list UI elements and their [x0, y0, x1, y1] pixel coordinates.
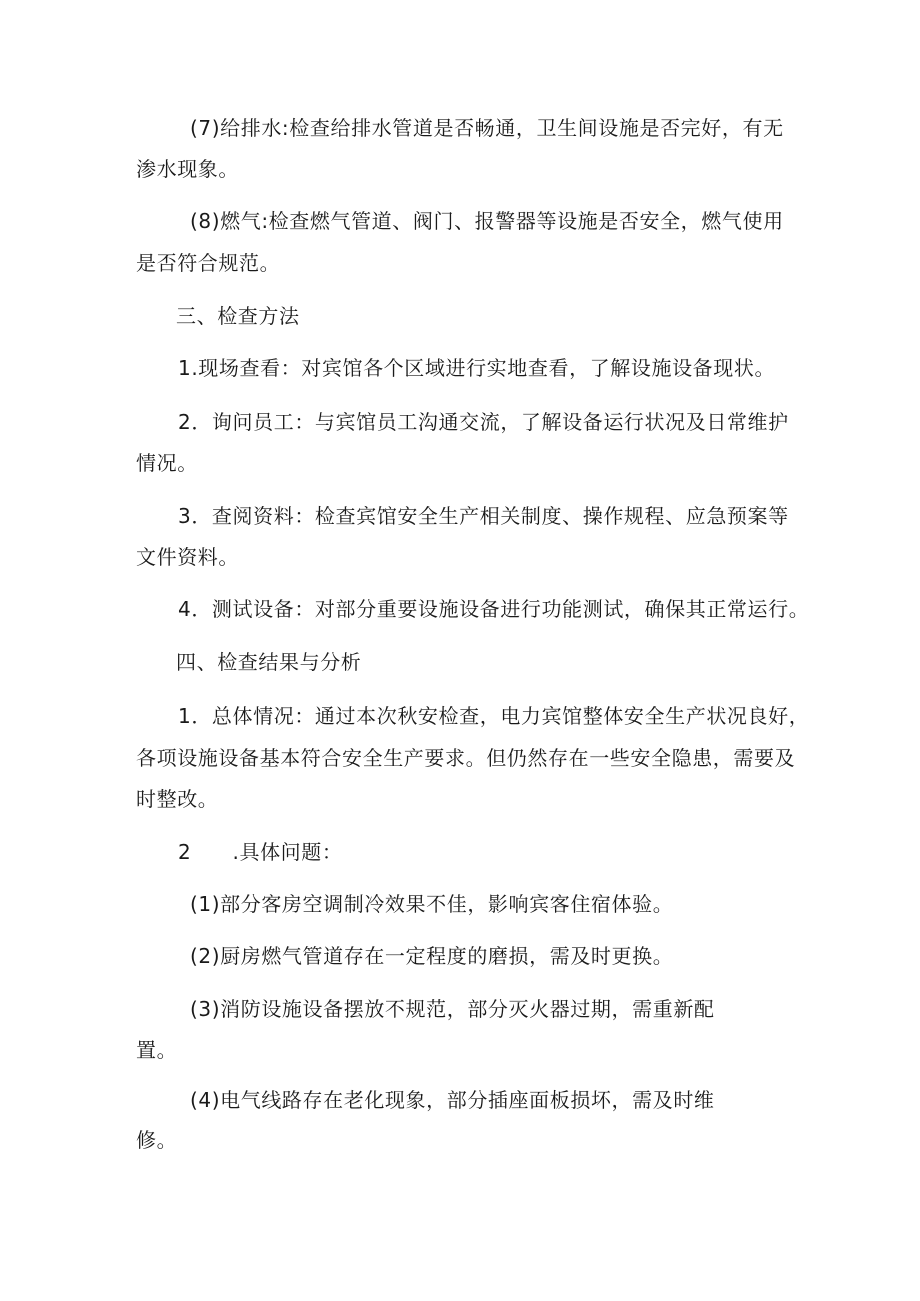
text-line: 时整改。: [136, 787, 219, 811]
text-line: 置。: [136, 1038, 178, 1062]
text-line: 1．总体情况：通过本次秋安检查，电力宾馆整体安全生产状况良好，: [178, 704, 810, 728]
text-line: 4．测试设备：对部分重要设施设备进行功能测试，确保其正常运行。: [178, 597, 810, 621]
text-line: 修。: [136, 1128, 178, 1152]
text-line: (4)电气线路存在老化现象，部分插座面板损坏，需及时维: [190, 1088, 715, 1112]
text-line: (1)部分客房空调制冷效果不佳，影响宾客住宿体验。: [190, 892, 674, 916]
text-line: 3．查阅资料：检查宾馆安全生产相关制度、操作规程、应急预案等: [178, 504, 789, 528]
text-line: 2 .具体问题：: [178, 840, 343, 864]
heading-text: 三、检查方法: [176, 304, 300, 328]
text-line: (7)给排水:检查给排水管道是否畅通，卫生间设施是否完好，有无: [190, 116, 784, 140]
text-line: 1.现场查看：对宾馆各个区域进行实地查看，了解设施设备现状。: [178, 356, 776, 380]
text-line: (3)消防设施设备摆放不规范，部分灭火器过期，需重新配: [190, 997, 715, 1021]
text-line: 渗水现象。: [136, 157, 239, 181]
text-line: 是否符合规范。: [136, 251, 281, 275]
heading-text: 四、检查结果与分析: [176, 650, 362, 674]
text-line: 情况。: [136, 451, 198, 475]
text-line: (8)燃气:检查燃气管道、阀门、报警器等设施是否安全，燃气使用: [190, 209, 784, 233]
text-line: (2)厨房燃气管道存在一定程度的磨损，需及时更换。: [190, 944, 674, 968]
text-line: 文件资料。: [136, 545, 239, 569]
text-line: 各项设施设备基本符合安全生产要求。但仍然存在一些安全隐患，需要及: [136, 746, 796, 770]
text-line: 2．询问员工：与宾馆员工沟通交流，了解设备运行状况及日常维护: [178, 410, 789, 434]
